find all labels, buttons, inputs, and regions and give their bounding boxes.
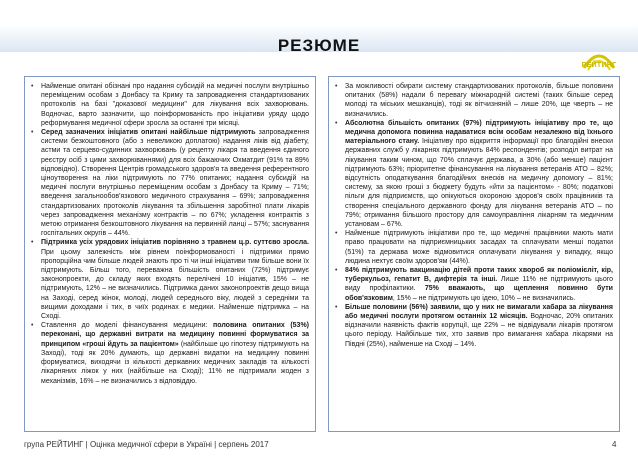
page-number: 4 bbox=[612, 440, 617, 449]
list-item: • Підтримка усіх урядових ініціатив порівняно з травнем ц.р. суттєво зросла. При цьому залежність між рівнем поінформованості і підтримки прямо пропорційна чим більше людей знають про ті чи інші ініціативи тим більше вони їх підтримують. Більш того, переважна більшість опитаних (72%) підтримує законопроекти, до складу яких входять перелічені 10 ініціатив, 15% – не підтримують, 12% – не визначились. Підтримка даних законопроектів дещо вища на Заході, серед жінок, молоді, людей середнього віку, людей з середніми та вищими доходами і тих, в чиїх родинах є медики. Найменше підтримка – на Сході. bbox=[31, 238, 309, 321]
right-bullet-list bbox=[335, 82, 613, 349]
list-item: • Більше половини (56%) заявили, що у них не вимагали хабара за лікування або медичні послуги протягом останніх 12 місяців. Водночас, 20% опитаних відзначили наявність фактів корупції, ще 22% – не відвідували лікарів протягом цього періоду. Найбільше тих, хто заявив про вимагання хабара лікарями на Півдні (25%), найменше на Сході – 14%. bbox=[335, 303, 613, 349]
left-column bbox=[24, 76, 316, 432]
list-item: • Найменше опитані обізнані про надання субсидій на медичні послуги внутрішньо переміщеним особам з Донбасу та Криму та запровадження стандартизованих протоколів на базі "доказової медицини" для лікування всіх захворювань. Водночас, варто зазначити, що поінформованість про ініціативи уряду щодо реформування медичної сфери зросла за останні три місяці. bbox=[31, 82, 309, 128]
list-item: • Ставлення до моделі фінансування медицини: половина опитаних (53%) переконані, що державні витрати на медицину повинні формуватися за принципом «гроші йдуть за пацієнтом» (найбільше цю гіпотезу підтримують на Заході), тоді як 20% думають, що державні видатки на медицину повинні формуватися, виходячи із кількості державних медичних закладів та кількості лікарняних ліжок у них (найбільше на Сході); 11% не підтримали жоден з механізмів, 16% – не визначились з відповіддю. bbox=[31, 321, 309, 385]
list-item: • За можливості обирати систему стандартизованих протоколів, більше половини опитаних (58%) надали б перевагу міжнародній системі (таких більше серед молоді та міських мешканців), тоді як вітчизняній – лише 20%, ще чверть – не визначились. bbox=[335, 82, 613, 119]
list-item: • Серед зазначених ініціатив опитані найбільше підтримують запровадження системи безкоштовного (або з невеликою доплатою) надання ліків від діабету, астми та серцево-судинних захворювань (у рецепту лікаря та введення єдиного реєстру осіб з цими захворюваннями) для всіх бажаючих Охматдит (91% та 89% відповідно). Створення Центрів громадського здоров'я та введення референтного ціноутворення на ліки підтримують по 77% опитаних; надання субсидій на медичні послуги внутрішньо переміщеним особам з Донбасу та Криму – 71%; введення загальнообов'язкового медичного страхування – 69%; запровадження стандартизованих протоколів лікування та збільшення заробітної плати лікарів через запровадження механізму контрактів – по 67%; укладення контрактів з метою отримання безкоштовного лікування на первинній ланці – 57%; заснування госпітальних округів – 44%. bbox=[31, 128, 309, 238]
page-title: РЕЗЮМЕ bbox=[277, 36, 361, 55]
left-bullet-list bbox=[31, 82, 309, 386]
logo-text: РЕЙТИНГ bbox=[581, 62, 617, 69]
list-item: • Найменше підтримують ініціативи про те, що медичні працівники мають мати право працювати на підприємницьких засадах та сплачувати менші податки (51%) та держава може відмовитися оплачувати лікування у випадку, якщо людина нехтує своїм здоров'ям (44%). bbox=[335, 229, 613, 266]
list-item: • Абсолютна більшість опитаних (97%) підтримують ініціативу про те, що медична допомога повинна надаватися всім особам незалежно від їхнього матеріального стану. Ініціативу про відкриття інформації про благодійні внески державних служб у лікарнях підтримують 84% респондентів; розподіл витрат на лікування таким чином, що 70% сплачує держава, а 30% (або менше) пацієнт підтримують 63%; пріоритетне фінансування на лікування ветеранів АТО – 82%; відсутність оподаткування благодійних внесків на медичну допомогу – 81%; систему, за якою гроші з бюджету будуть «йти за пацієнтом» - 80%; податкові пільги для підприємств, що опікуються охороною здоров'я своїх працівників та створення спеціального державного фонду для лікування ветеранів АТО – по 79%; отримання більшого простору для самоуправління лікарням та медичним установам – 67%. bbox=[335, 119, 613, 229]
right-column bbox=[328, 76, 620, 432]
footer: група РЕЙТИНГ | Оцінка медичної сфери в Україні | серпень 2017 bbox=[24, 440, 269, 449]
list-item: • 84% підтримують вакцинацію дітей проти таких хвороб як поліомієліт, кір, туберкульоз, гепатит В, дифтерія та інші. Лише 11% не підтримують цього виду профілактики. 75% вважають, що щеплення повинно бути обов'язковим, 15% – не підтримують цю ідею, 10% – не визначились. bbox=[335, 266, 613, 303]
